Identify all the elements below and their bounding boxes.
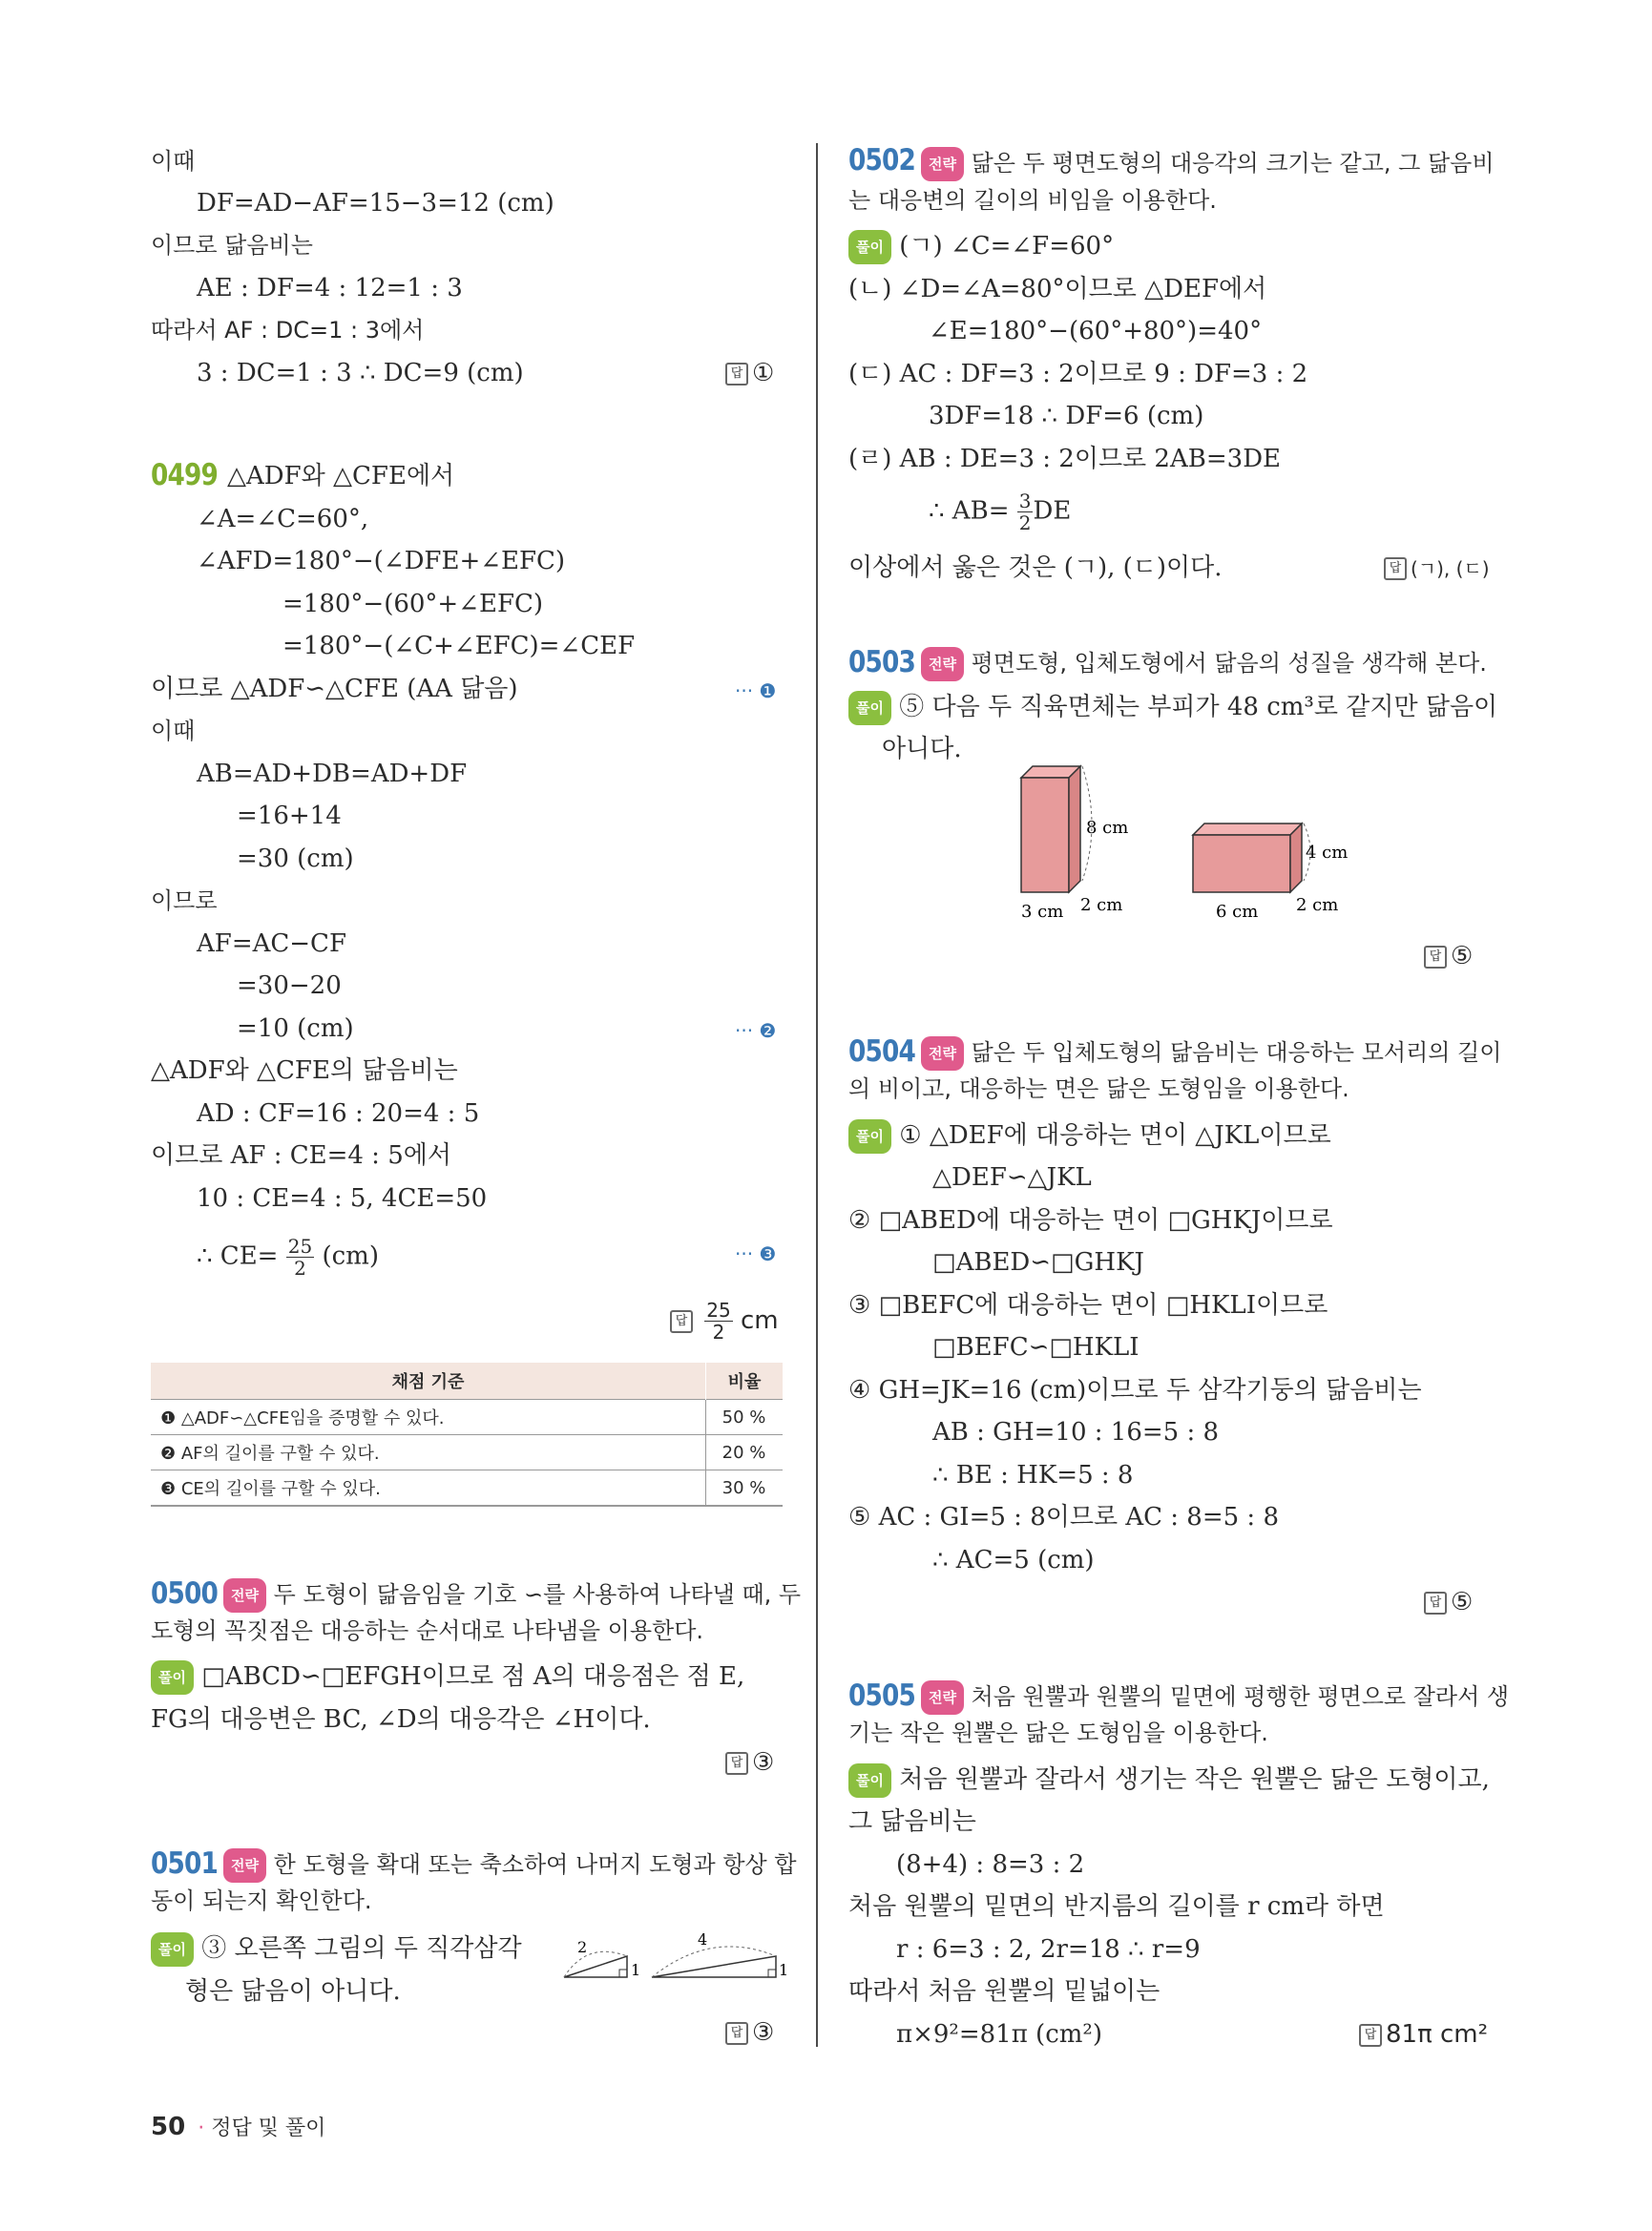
answer: 답 81π cm² (1359, 2018, 1488, 2051)
strategy-line: 전략 두 도형이 닮음임을 기호 ∽를 사용하여 나타낼 때, 두 (223, 1578, 801, 1613)
equation-line: =180°−(∠C+∠EFC)=∠CEF (282, 632, 636, 660)
box-front-face (1021, 778, 1069, 892)
solution-line: r : 6=3 : 2, 2r=18 ∴ r=9 (896, 1935, 1201, 1964)
equation-line: AF=AC−CF (197, 929, 346, 958)
box-top-face (1193, 824, 1302, 835)
solution-line: ∠E=180°−(60°+80°)=40° (929, 317, 1263, 345)
footer-separator: · (198, 2116, 205, 2140)
table-row: ❸ CE의 길이를 구할 수 있다. 30 % (151, 1470, 783, 1507)
solution-line: 처음 원뿔의 밑면의 반지름의 길이를 r cm라 하면 (848, 1892, 1385, 1921)
answer: 답 (ㄱ), (ㄷ) (1384, 552, 1490, 585)
step-marker: ··· ❸ (735, 1242, 777, 1265)
problem-number: 0502 (848, 143, 915, 177)
text-line: 이므로 AF : CE=4 : 5에서 (151, 1141, 451, 1170)
equation-line: ∴ CE= $\frac{25}{2}$ (cm) (197, 1235, 379, 1280)
equation-line: ∠AFD=180°−(∠DFE+∠EFC) (197, 547, 566, 575)
answer-icon: 답 (1359, 2024, 1382, 2047)
right-angle-mark (768, 1970, 776, 1977)
text-line: 이므로 닮음비는 (151, 232, 313, 259)
answer-icon: 답 (725, 363, 748, 386)
strategy-tag: 전략 (921, 1036, 964, 1071)
solution-line: 풀이 ① △DEF에 대응하는 면이 △JKL이므로 (848, 1119, 1331, 1154)
answer-icon: 답 (1424, 946, 1447, 969)
solution-line: FG의 대응변은 BC, ∠D의 대응각은 ∠H이다. (151, 1705, 651, 1734)
equation-line: AD : CF=16 : 20=4 : 5 (197, 1099, 480, 1128)
strategy-tag: 전략 (921, 647, 964, 681)
solution-tag: 풀이 (848, 1763, 891, 1798)
answer: 답 ⑤ (1424, 1586, 1473, 1618)
grading-table (151, 1363, 783, 1507)
answer: 답 $\frac{25}{2}$ cm (670, 1300, 779, 1343)
problem-number: 0503 (848, 645, 915, 679)
strategy-tag: 전략 (921, 1680, 964, 1715)
answer-icon: 답 (670, 1310, 693, 1333)
dimension-label: 2 cm (1080, 895, 1123, 915)
answer-icon: 답 (725, 2022, 748, 2045)
text-line: 이때 (151, 718, 196, 744)
strategy-line: 도형의 꼭짓점은 대응하는 순서대로 나타냄을 이용한다. (151, 1617, 704, 1644)
strategy-line: 는 대응변의 길이의 비임을 이용한다. (848, 187, 1217, 214)
table-row: ❶ △ADF∽△CFE임을 증명할 수 있다. 50 % (151, 1400, 783, 1435)
text-line: 이므로 (151, 887, 218, 914)
solution-line: □ABED∽□GHKJ (932, 1248, 1144, 1277)
box-side-face (1290, 824, 1302, 892)
problem-number: 0500 (151, 1576, 218, 1611)
problem-number: 0501 (151, 1846, 218, 1881)
footer-title: 정답 및 풀이 (211, 2116, 326, 2140)
solution-line: (ㄷ) AC : DF=3 : 2이므로 9 : DF=3 : 2 (848, 360, 1308, 388)
solution-tag: 풀이 (848, 1119, 891, 1154)
answer-icon: 답 (1424, 1592, 1447, 1615)
solution-line: 풀이 (ㄱ) ∠C=∠F=60° (848, 230, 1114, 264)
fraction: $\frac{25}{2}$ (706, 1299, 731, 1344)
solution-line: ② □ABED에 대응하는 면이 □GHKJ이므로 (848, 1206, 1333, 1235)
solution-line: AB : GH=10 : 16=5 : 8 (932, 1418, 1220, 1447)
solution-line: △DEF∽△JKL (932, 1163, 1092, 1192)
strategy-line: 전략 처음 원뿔과 원뿔의 밑면에 평행한 평면으로 잘라서 생 (921, 1680, 1509, 1715)
solution-tag: 풀이 (151, 1932, 194, 1967)
solution-line: (ㄴ) ∠D=∠A=80°이므로 △DEF에서 (848, 275, 1267, 303)
equation-line: =30−20 (237, 971, 342, 1000)
equation-line: 10 : CE=4 : 5, 4CE=50 (197, 1184, 488, 1213)
strategy-tag: 전략 (921, 147, 964, 181)
text-line: 이때 (151, 148, 196, 175)
equation-line: ∠A=∠C=60°, (197, 505, 369, 533)
equation-line: =30 (cm) (237, 844, 354, 873)
table-header: 채점 기준 (151, 1363, 706, 1400)
large-triangle (652, 1956, 776, 1977)
equation-line: AE : DF=4 : 12=1 : 3 (197, 274, 463, 302)
small-triangle (564, 1956, 627, 1977)
table-row: ❷ AF의 길이를 구할 수 있다. 20 % (151, 1435, 783, 1470)
dimension-label: 2 cm (1296, 895, 1339, 915)
solution-tag: 풀이 (848, 230, 891, 264)
equation-line: =10 (cm) (237, 1014, 354, 1043)
strategy-line: 전략 닮은 두 평면도형의 대응각의 크기는 같고, 그 닮음비 (921, 147, 1495, 181)
strategy-line: 전략 평면도형, 입체도형에서 닮음의 성질을 생각해 본다. (921, 647, 1487, 681)
step-marker: ··· ❶ (735, 679, 777, 702)
equation-line: =180°−(60°+∠EFC) (282, 590, 544, 618)
page-number: 50 (151, 2113, 186, 2141)
strategy-line: 의 비이고, 대응하는 면은 닮은 도형임을 이용한다. (848, 1075, 1349, 1102)
solution-line: ③ □BEFC에 대응하는 면이 □HKLI이므로 (848, 1291, 1328, 1320)
right-angle-mark (619, 1970, 627, 1977)
dimension-arc (652, 1947, 776, 1977)
triangle-label: 2 (577, 1938, 588, 1956)
text-line: △ADF와 △CFE의 닮음비는 (151, 1056, 458, 1085)
answer: 답 ⑤ (1424, 940, 1473, 972)
strategy-tag: 전략 (223, 1578, 266, 1613)
triangle-label: 1 (779, 1961, 789, 1979)
triangle-label: 4 (698, 1930, 708, 1949)
answer: 답 ① (725, 357, 774, 389)
right-triangles-figure (558, 1928, 787, 1985)
dimension-label: 8 cm (1086, 818, 1129, 838)
triangle-label: 1 (631, 1961, 641, 1979)
solution-line: □BEFC∽□HKLI (932, 1333, 1140, 1362)
strategy-line: 기는 작은 원뿔은 닮은 도형임을 이용한다. (848, 1720, 1268, 1746)
strategy-line: 전략 한 도형을 확대 또는 축소하여 나머지 도형과 항상 합 (223, 1848, 797, 1883)
box-side-face (1069, 766, 1080, 892)
solution-line: ④ GH=JK=16 (cm)이므로 두 삼각기둥의 닮음비는 (848, 1376, 1422, 1405)
dimension-label: 6 cm (1216, 902, 1259, 922)
solution-line: (8+4) : 8=3 : 2 (896, 1850, 1085, 1879)
answer-icon: 답 (725, 1752, 748, 1775)
strategy-tag: 전략 (223, 1848, 266, 1883)
column-divider (816, 143, 818, 2047)
table-header: 비율 (706, 1363, 784, 1400)
problem-number: 0504 (848, 1034, 915, 1069)
step-marker: ··· ❷ (735, 1019, 777, 1042)
solution-line: 풀이 처음 원뿔과 잘라서 생기는 작은 원뿔은 닮은 도형이고, (848, 1763, 1490, 1798)
text-line: △ADF와 △CFE에서 (227, 462, 455, 490)
solution-line: 풀이 □ABCD∽□EFGH이므로 점 A의 대응점은 점 E, (151, 1660, 744, 1695)
problem-number: 0499 (151, 458, 218, 492)
dimension-label: 4 cm (1306, 843, 1349, 863)
equation-line: AB=AD+DB=AD+DF (197, 760, 468, 788)
equation-line: =16+14 (237, 802, 342, 830)
solution-line: 그 닮음비는 (848, 1807, 976, 1836)
equation-line: DF=AD−AF=15−3=12 (cm) (197, 189, 554, 218)
cuboids-figure (1002, 759, 1403, 930)
page-footer (151, 2112, 325, 2141)
problem-number: 0505 (848, 1678, 915, 1713)
fraction: $\frac{25}{2}$ (287, 1235, 313, 1280)
solution-line: 풀이 ⑤ 다음 두 직육면체는 부피가 48 cm³로 같지만 닮음이 (848, 691, 1497, 725)
strategy-line: 전략 닮은 두 입체도형의 닮음비는 대응하는 모서리의 길이 (921, 1036, 1501, 1071)
solution-line: ⑤ AC : GI=5 : 8이므로 AC : 8=5 : 8 (848, 1503, 1280, 1532)
solution-tag: 풀이 (151, 1660, 194, 1695)
dimension-label: 3 cm (1021, 902, 1064, 922)
equation-line: 3 : DC=1 : 3 ∴ DC=9 (cm) (197, 359, 524, 387)
solution-line: (ㄹ) AB : DE=3 : 2이므로 2AB=3DE (848, 445, 1282, 473)
solution-tag: 풀이 (848, 691, 891, 725)
solution-line: π×9²=81π (cm²) (896, 2020, 1102, 2049)
answer-icon: 답 (1384, 557, 1407, 580)
answer: 답 ③ (725, 1746, 774, 1779)
solution-line: 3DF=18 ∴ DF=6 (cm) (929, 402, 1204, 430)
solution-line: 아니다. (882, 735, 962, 763)
text-line: 이므로 △ADF∽△CFE (AA 닮음) (151, 675, 518, 703)
box-front-face (1193, 835, 1290, 892)
solution-line: ∴ AC=5 (cm) (932, 1546, 1095, 1574)
solution-line: ∴ AB= $\frac{3}{2}$ DE (929, 490, 1072, 534)
solution-line: 이상에서 옳은 것은 (ㄱ), (ㄷ)이다. (848, 553, 1223, 582)
strategy-line: 동이 되는지 확인한다. (151, 1887, 372, 1914)
solution-line: ∴ BE : HK=5 : 8 (932, 1461, 1134, 1490)
text-line: 따라서 AF : DC=1 : 3에서 (151, 317, 425, 344)
solution-line: 따라서 처음 원뿔의 밑넓이는 (848, 1977, 1161, 2006)
solution-line: 풀이 ③ 오른쪽 그림의 두 직각삼각 (151, 1932, 522, 1967)
solution-line: 형은 닮음이 아니다. (185, 1977, 401, 2006)
fraction: $\frac{3}{2}$ (1018, 490, 1032, 534)
answer: 답 ③ (725, 2016, 774, 2049)
